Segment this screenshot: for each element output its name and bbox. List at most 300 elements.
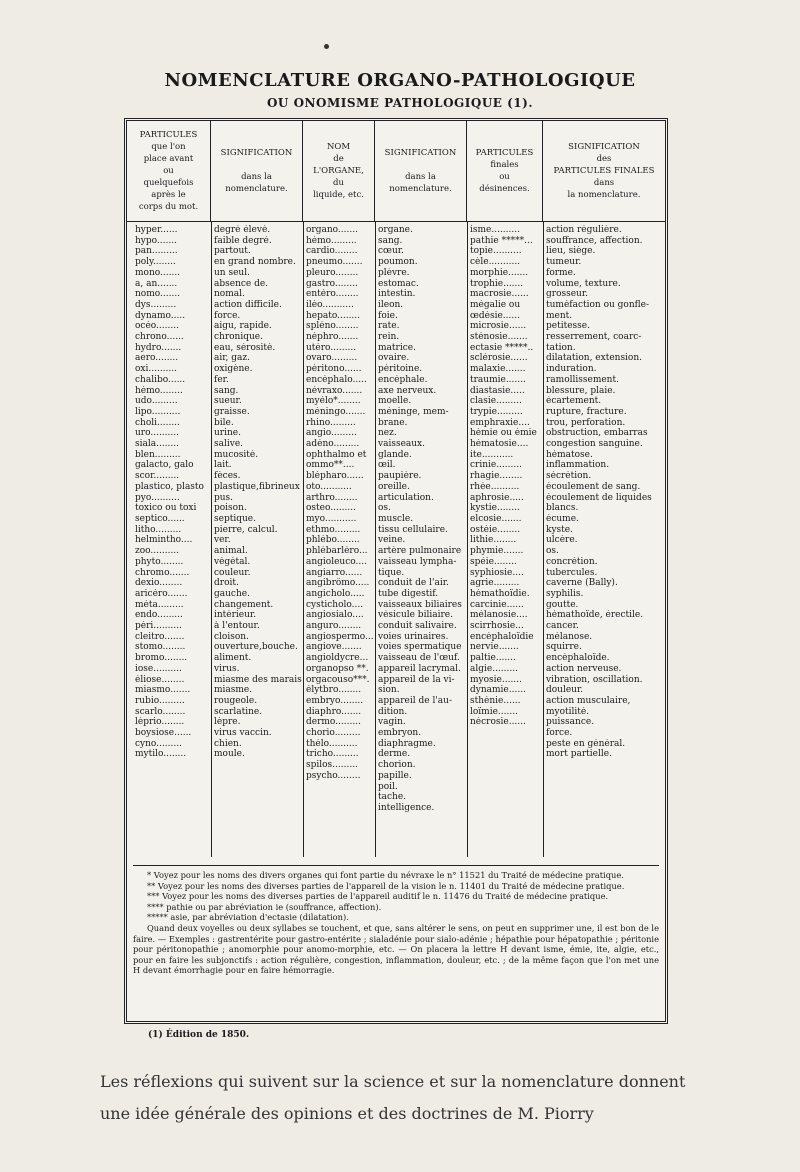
- table-cell: organo.......: [306, 225, 358, 235]
- table-cell: inflammation.: [546, 460, 610, 471]
- table-cell: hyper......: [135, 225, 178, 235]
- table-cell: ovaire.: [378, 353, 410, 364]
- table-cell: rubio.........: [135, 695, 185, 706]
- table-cell: glande.: [378, 449, 412, 460]
- page-title: NOMENCLATURE ORGANO-PATHOLOGIQUE: [164, 70, 636, 91]
- table-cell: œil.: [378, 460, 396, 471]
- table-cell: rhino.........: [306, 417, 356, 428]
- table-cell: estomac.: [378, 278, 419, 289]
- table-cell: cloison.: [214, 631, 249, 642]
- table-cell: un seul.: [214, 267, 250, 278]
- table-cell: vaisseau de l'œuf.: [378, 653, 460, 664]
- table-cell: ectasie *****..: [470, 342, 534, 353]
- table-cell: peste en général.: [546, 738, 626, 749]
- table-cell: chorion.: [378, 760, 416, 771]
- table-cell: helmintho....: [135, 535, 193, 546]
- table-cell: sang.: [378, 235, 403, 246]
- table-cell: miasme.: [214, 685, 253, 696]
- table-cell: action musculaire,: [546, 695, 631, 706]
- table-cell: paltie.......: [470, 653, 516, 664]
- table-cell: virus vaccin.: [214, 728, 272, 739]
- table-cell: iléo...........: [306, 299, 354, 310]
- table-cell: chalibo......: [135, 374, 186, 385]
- table-cell: topie..........: [470, 246, 522, 257]
- table-cell: poison.: [214, 503, 247, 514]
- table-cell: eau, sérosité.: [214, 342, 276, 353]
- table-cell: sclérosie......: [470, 353, 528, 364]
- column-divider: [543, 221, 544, 857]
- footnotes: [133, 865, 659, 976]
- table-cell: grosseur.: [546, 289, 589, 300]
- table-cell: poumon.: [378, 257, 418, 268]
- table-cell: fer.: [214, 374, 229, 385]
- table-cell: sueur.: [214, 396, 242, 407]
- table-cell: phymie.......: [470, 546, 524, 557]
- table-cell: pus.: [214, 492, 234, 503]
- table-cell: blépharo......: [306, 471, 364, 482]
- table-cell: nez.: [378, 428, 397, 439]
- table-cell: animal.: [214, 546, 248, 557]
- table-cell: pathie *****...: [470, 235, 533, 246]
- table-cell: hémathoïde, érectile.: [546, 610, 644, 621]
- table-cell: mono.......: [135, 267, 181, 278]
- table-cell: angio.........: [306, 428, 357, 439]
- table-cell: septique.: [214, 513, 256, 524]
- table-cell: urine.: [214, 428, 241, 439]
- table-cell: écoulement de liquides: [546, 492, 652, 503]
- table-cell: hémo........: [135, 385, 183, 396]
- table-cell: litho.........: [135, 524, 182, 535]
- table-cell: gauche.: [214, 588, 250, 599]
- table-cell: aliment.: [214, 653, 252, 664]
- table-cell: scor.........: [135, 471, 180, 482]
- table-cell: traumie.......: [470, 374, 526, 385]
- table-cell: vagin.: [378, 717, 406, 728]
- table-cell: action régulière.: [546, 225, 622, 235]
- table-cell: entéro........: [306, 289, 359, 300]
- table-cell: rein.: [378, 332, 400, 343]
- table-cell: derme.: [378, 749, 411, 760]
- table-cell: rate.: [378, 321, 400, 332]
- table-cell: microsie......: [470, 321, 527, 332]
- table-cell: lithie........: [470, 535, 517, 546]
- header-particules-finales: PARTICULES finales ou désinences.: [467, 121, 543, 221]
- table-cell: pyo..........: [135, 492, 180, 503]
- table-cell: forme.: [546, 267, 576, 278]
- table-cell: partout.: [214, 246, 251, 257]
- table-cell: plèvre.: [378, 267, 410, 278]
- table-cell: en grand nombre.: [214, 257, 296, 268]
- column-divider: [375, 221, 376, 857]
- table-cell: chronique.: [214, 332, 263, 343]
- table-cell: angiarro......: [306, 567, 363, 578]
- table-cell: hémo.........: [306, 235, 357, 246]
- table-cell: rhée..........: [470, 481, 520, 492]
- table-cell: kystie........: [470, 503, 520, 514]
- table-cell: cleitro.......: [135, 631, 185, 642]
- table-cell: rougeole.: [214, 695, 258, 706]
- table-cell: obstruction, embarras: [546, 428, 648, 439]
- table-cell: dynamie......: [470, 685, 526, 696]
- table-cell: chien.: [214, 738, 242, 749]
- table-cell: appareil de la vi-: [378, 674, 455, 685]
- table-cell: miasme des marais: [214, 674, 302, 685]
- table-cell: ite...........: [470, 449, 514, 460]
- table-cell: blen.........: [135, 449, 181, 460]
- table-cell: arthro........: [306, 492, 358, 503]
- table-cell: myosie.......: [470, 674, 522, 685]
- table-cell: articulation.: [378, 492, 434, 503]
- table-cell: crinie.........: [470, 460, 522, 471]
- table-cell: sthénie......: [470, 695, 521, 706]
- table-cell: organe.: [378, 225, 413, 235]
- table-cell: souffrance, affection.: [546, 235, 643, 246]
- table-cell: phlébo........: [306, 535, 360, 546]
- table-cell: myélo*........: [306, 396, 361, 407]
- table-cell: axe nerveux.: [378, 385, 437, 396]
- table-cell: plastique,fibrineux: [214, 481, 300, 492]
- column-signification-1: [214, 225, 302, 760]
- table-cell: angicholo.....: [306, 588, 365, 599]
- table-cell: nécrosie......: [470, 717, 526, 728]
- table-cell: toxico ou toxi: [135, 503, 197, 514]
- table-cell: œdésie......: [470, 310, 520, 321]
- table-cell: pan.........: [135, 246, 178, 257]
- table-cell: syphilis.: [546, 588, 584, 599]
- table-cell: scarlo........: [135, 706, 186, 717]
- table-cell: moelle.: [378, 396, 412, 407]
- table-cell: isme..........: [470, 225, 520, 235]
- table-cell: changement.: [214, 599, 274, 610]
- table-cell: bile.: [214, 417, 234, 428]
- table-cell: oxi..........: [135, 364, 177, 375]
- table-cell: iose..........: [135, 663, 182, 674]
- table-cell: lait.: [214, 460, 232, 471]
- table-cell: mélanose.: [546, 631, 593, 642]
- table-cell: carcinie......: [470, 599, 524, 610]
- table-cell: méta.........: [135, 599, 184, 610]
- table-cell: diaphragme.: [378, 738, 436, 749]
- table-cell: oreille.: [378, 481, 410, 492]
- table-cell: emphraxie....: [470, 417, 530, 428]
- table-cell: congestion sanguine.: [546, 439, 643, 450]
- table-cell: dynamo.....: [135, 310, 186, 321]
- table-cell: dition.: [378, 706, 408, 717]
- table-cell: vaisseaux biliaires: [378, 599, 462, 610]
- table-cell: utéro.........: [306, 342, 357, 353]
- table-cell: plastico, plasto: [135, 481, 204, 492]
- table-cell: os.: [546, 546, 559, 557]
- table-cell: kyste.: [546, 524, 573, 535]
- table-cell: mucosité.: [214, 449, 259, 460]
- table-cell: squirre.: [546, 642, 582, 653]
- table-cell: vibration, oscillation.: [546, 674, 643, 685]
- table-cell: trou, perforation.: [546, 417, 626, 428]
- table-cell: écartement.: [546, 396, 602, 407]
- table-header: [127, 121, 665, 222]
- table-cell: angibrômo.....: [306, 578, 370, 589]
- column-divider: [303, 221, 304, 857]
- table-cell: morphie.......: [470, 267, 529, 278]
- table-cell: encéphaloïdie: [470, 631, 534, 642]
- table-cell: nomo.......: [135, 289, 181, 300]
- table-cell: action nerveuse.: [546, 663, 622, 674]
- table-cell: lipo..........: [135, 406, 181, 417]
- table-cell: dilatation, extension.: [546, 353, 643, 364]
- column-particules-finales: [470, 225, 542, 728]
- table-cell: os.: [378, 503, 391, 514]
- table-cell: faible degré.: [214, 235, 272, 246]
- table-cell: aigu, rapide.: [214, 321, 272, 332]
- table-cell: angioldycre...: [306, 653, 369, 664]
- table-cell: force.: [214, 310, 241, 321]
- table-cell: spéie........: [470, 556, 517, 567]
- table-cell: dys.........: [135, 299, 177, 310]
- table-cell: spilos.........: [306, 760, 358, 771]
- table-cell: myo...........: [306, 513, 357, 524]
- table-cell: chromo.......: [135, 567, 190, 578]
- table-cell: poil.: [378, 781, 398, 792]
- table-cell: septico......: [135, 513, 185, 524]
- table-cell: phyto........: [135, 556, 184, 567]
- table-cell: ramollissement.: [546, 374, 619, 385]
- table-cell: goutte.: [546, 599, 579, 610]
- table-cell: à l'entour.: [214, 621, 260, 632]
- table-cell: pneumo.......: [306, 257, 363, 268]
- table-cell: clasie.........: [470, 396, 522, 407]
- table-cell: absence de.: [214, 278, 269, 289]
- table-cell: caverne (Bally).: [546, 578, 618, 589]
- table-cell: organopso **.: [306, 663, 369, 674]
- table-cell: degré élevé.: [214, 225, 271, 235]
- table-cell: cardio........: [306, 246, 358, 257]
- table-cell: aricéro.......: [135, 588, 188, 599]
- table-cell: encéphaloïde.: [546, 653, 610, 664]
- table-cell: virus.: [214, 663, 240, 674]
- table-cell: ver.: [214, 535, 231, 546]
- table-cell: ophthalmo et: [306, 449, 367, 460]
- table-cell: hémathoïdie.: [470, 588, 530, 599]
- table-cell: hydro.......: [135, 342, 182, 353]
- table-cell: écoulement de sang.: [546, 481, 641, 492]
- table-cell: cyno.........: [135, 738, 182, 749]
- table-cell: elcosie.......: [470, 513, 522, 524]
- table-cell: agrie.........: [470, 578, 520, 589]
- table-cell: encéphalo.....: [306, 374, 367, 385]
- table-cell: ileon.: [378, 299, 404, 310]
- table-cell: droit.: [214, 578, 239, 589]
- table-cell: endo.........: [135, 610, 183, 621]
- table-cell: tique.: [378, 567, 405, 578]
- table-cell: loïmie.......: [470, 706, 518, 717]
- table-cell: mytilo........: [135, 749, 187, 760]
- table-cell: mort partielle.: [546, 749, 612, 760]
- table-cell: mélanosie....: [470, 610, 528, 621]
- table-cell: éliose........: [135, 674, 185, 685]
- table-cell: océo........: [135, 321, 179, 332]
- column-nom-organe: [306, 225, 374, 782]
- body-paragraph: Les réflexions qui suivent sur la science et sur la nomenclature donnent une idée générale des opinions et des doctrines de M. Piorry: [100, 1072, 686, 1123]
- table-cell: douleur.: [546, 685, 584, 696]
- table-cell: trypie.........: [470, 406, 523, 417]
- table-cell: boysiose......: [135, 728, 192, 739]
- table-cell: scarlatine.: [214, 706, 263, 717]
- table-cell: spléno........: [306, 321, 359, 332]
- table-cell: tuméfaction ou gonfle-: [546, 299, 650, 310]
- table-cell: artère pulmonaire: [378, 546, 462, 557]
- table-cell: foie.: [378, 310, 398, 321]
- table-cell: algie.........: [470, 663, 518, 674]
- table-cell: lieu, siège.: [546, 246, 596, 257]
- table-cell: dexio........: [135, 578, 183, 589]
- header-signification-finales: SIGNIFICATION des PARTICULES FINALES dans la nomenclature.: [553, 142, 655, 200]
- table-cell: salive.: [214, 439, 244, 450]
- table-cell: matrice.: [378, 342, 416, 353]
- column-divider: [211, 221, 212, 857]
- table-cell: gastro........: [306, 278, 358, 289]
- table-cell: thélo..........: [306, 738, 358, 749]
- table-cell: moule.: [214, 749, 245, 760]
- table-cell: poly........: [135, 257, 176, 268]
- table-cell: uro..........: [135, 428, 179, 439]
- table-cell: sécrétion.: [546, 471, 592, 482]
- table-cell: osteo.........: [306, 503, 356, 514]
- table-cell: chorio.........: [306, 728, 361, 739]
- table-cell: nomal.: [214, 289, 245, 300]
- table-cell: ouverture,bouche.: [214, 642, 298, 653]
- table-cell: tation.: [546, 342, 576, 353]
- header-signification-1: SIGNIFICATION dans la nomenclature.: [211, 121, 303, 221]
- table-cell: appareil de l'au-: [378, 695, 453, 706]
- table-cell: galacto, galo: [135, 460, 194, 471]
- header-particules-avant: PARTICULES que l'on place avant ou quelquefois après le corps du mot.: [127, 121, 211, 221]
- ink-mark: [324, 44, 329, 49]
- column-particules-avant: [135, 225, 211, 760]
- table-cell: conduit salivaire.: [378, 621, 457, 632]
- table-cell: voies urinaires.: [378, 631, 449, 642]
- table-cell: blessure, plaie.: [546, 385, 616, 396]
- table-cell: syphiosie....: [470, 567, 524, 578]
- column-signification-2: [378, 225, 466, 814]
- table-cell: mégalie ou: [470, 299, 521, 310]
- table-cell: hématose.: [546, 449, 593, 460]
- table-cell: udo.........: [135, 396, 178, 407]
- table-cell: miasmo.......: [135, 685, 191, 696]
- header-nom-organe: NOM de L'ORGANE, du liquide, etc.: [303, 121, 375, 221]
- table-cell: tube digestif.: [378, 588, 439, 599]
- table-cell: rupture, fracture.: [546, 406, 627, 417]
- table-cell: volume, texture.: [546, 278, 621, 289]
- table-cell: brane.: [378, 417, 408, 428]
- column-signification-finales: [546, 225, 664, 760]
- table-cell: choli........: [135, 417, 180, 428]
- table-cell: tissu cellulaire.: [378, 524, 448, 535]
- table-cell: sténosie.......: [470, 332, 528, 343]
- table-cell: péritono......: [306, 364, 362, 375]
- table-cell: force.: [546, 728, 573, 739]
- table-cell: hématosie....: [470, 439, 529, 450]
- table-cell: chrono......: [135, 332, 184, 343]
- table-cell: tache.: [378, 792, 407, 803]
- table-cell: intérieur.: [214, 610, 257, 621]
- table-cell: paupière.: [378, 471, 422, 482]
- table-cell: méningo.......: [306, 406, 366, 417]
- table-cell: conduit de l'air.: [378, 578, 449, 589]
- table-cell: intestin.: [378, 289, 416, 300]
- table-cell: intelligence.: [378, 802, 435, 813]
- table-cell: néphro.......: [306, 332, 359, 343]
- table-cell: scirrhosie...: [470, 621, 524, 632]
- table-cell: papille.: [378, 770, 412, 781]
- table-cell: hémie ou émie: [470, 428, 537, 439]
- table-cell: stomo........: [135, 642, 186, 653]
- table-cell: diastasie.....: [470, 385, 525, 396]
- table-cell: péritoine.: [378, 364, 423, 375]
- table-cell: petitesse.: [546, 321, 590, 332]
- table-cell: oxigène.: [214, 364, 253, 375]
- table-cell: pierre, calcul.: [214, 524, 278, 535]
- table-cell: tricho.........: [306, 749, 359, 760]
- table-cell: vésicule biliaire.: [378, 610, 453, 621]
- table-cell: méninge, mem-: [378, 406, 449, 417]
- page-subtitle: OU ONOMISME PATHOLOGIQUE (1).: [266, 96, 534, 110]
- table-cell: angiospermo...: [306, 631, 374, 642]
- table-cell: resserrement, coarc-: [546, 332, 642, 343]
- footnote: **** pathie ou par abréviation ie (souffrance, affection).: [147, 901, 382, 912]
- table-cell: orgacouso***.: [306, 674, 370, 685]
- table-cell: diaphro.......: [306, 706, 362, 717]
- table-cell: muscle.: [378, 513, 414, 524]
- table-cell: nervie.......: [470, 642, 519, 653]
- table-cell: blancs.: [546, 503, 579, 514]
- table-cell: hepato........: [306, 310, 361, 321]
- table-cell: action difficile.: [214, 299, 282, 310]
- table-cell: adéno.........: [306, 439, 360, 450]
- table-cell: concrétion.: [546, 556, 598, 567]
- footnote: ** Voyez pour les noms des diverses parties de l'appareil de la vision le n. 11401 du Traité de médecine pratique.: [147, 880, 625, 891]
- table-cell: anguro........: [306, 621, 362, 632]
- table-cell: sion.: [378, 685, 400, 696]
- table-cell: appareil lacrymal.: [378, 663, 461, 674]
- table-cell: cancer.: [546, 621, 579, 632]
- footnote: *** Voyez pour les noms des diverses parties de l'appareil auditif le n. 11476 du Traité de médecine pratique.: [147, 891, 609, 902]
- table-cell: dermo.........: [306, 717, 361, 728]
- table-cell: tumeur.: [546, 257, 582, 268]
- table-cell: siala........: [135, 439, 179, 450]
- column-divider: [467, 221, 468, 857]
- table-cell: aero........: [135, 353, 179, 364]
- table-cell: ovaro.........: [306, 353, 358, 364]
- table-cell: vaisseaux.: [378, 439, 425, 450]
- table-cell: rhagie........: [470, 471, 523, 482]
- table-cell: induration.: [546, 364, 597, 375]
- table-cell: macrosie......: [470, 289, 529, 300]
- table-cell: veine.: [378, 535, 406, 546]
- table-cell: voies spermatique: [378, 642, 462, 653]
- table-cell: écume.: [546, 513, 579, 524]
- header-signification-2: SIGNIFICATION dans la nomenclature.: [375, 121, 467, 221]
- table-cell: lèpre.: [214, 717, 241, 728]
- table-cell: myotilité.: [546, 706, 590, 717]
- footnote: ***** asie, par abréviation d'ectasie (dilatation).: [147, 912, 349, 923]
- table-cell: ment.: [546, 310, 573, 321]
- table-cell: angioleuco....: [306, 556, 367, 567]
- table-cell: péri..........: [135, 621, 182, 632]
- table-cell: oto...........: [306, 481, 352, 492]
- table-cell: élytbro........: [306, 685, 362, 696]
- table-cell: angiosialo....: [306, 610, 364, 621]
- table-cell: trophie.......: [470, 278, 524, 289]
